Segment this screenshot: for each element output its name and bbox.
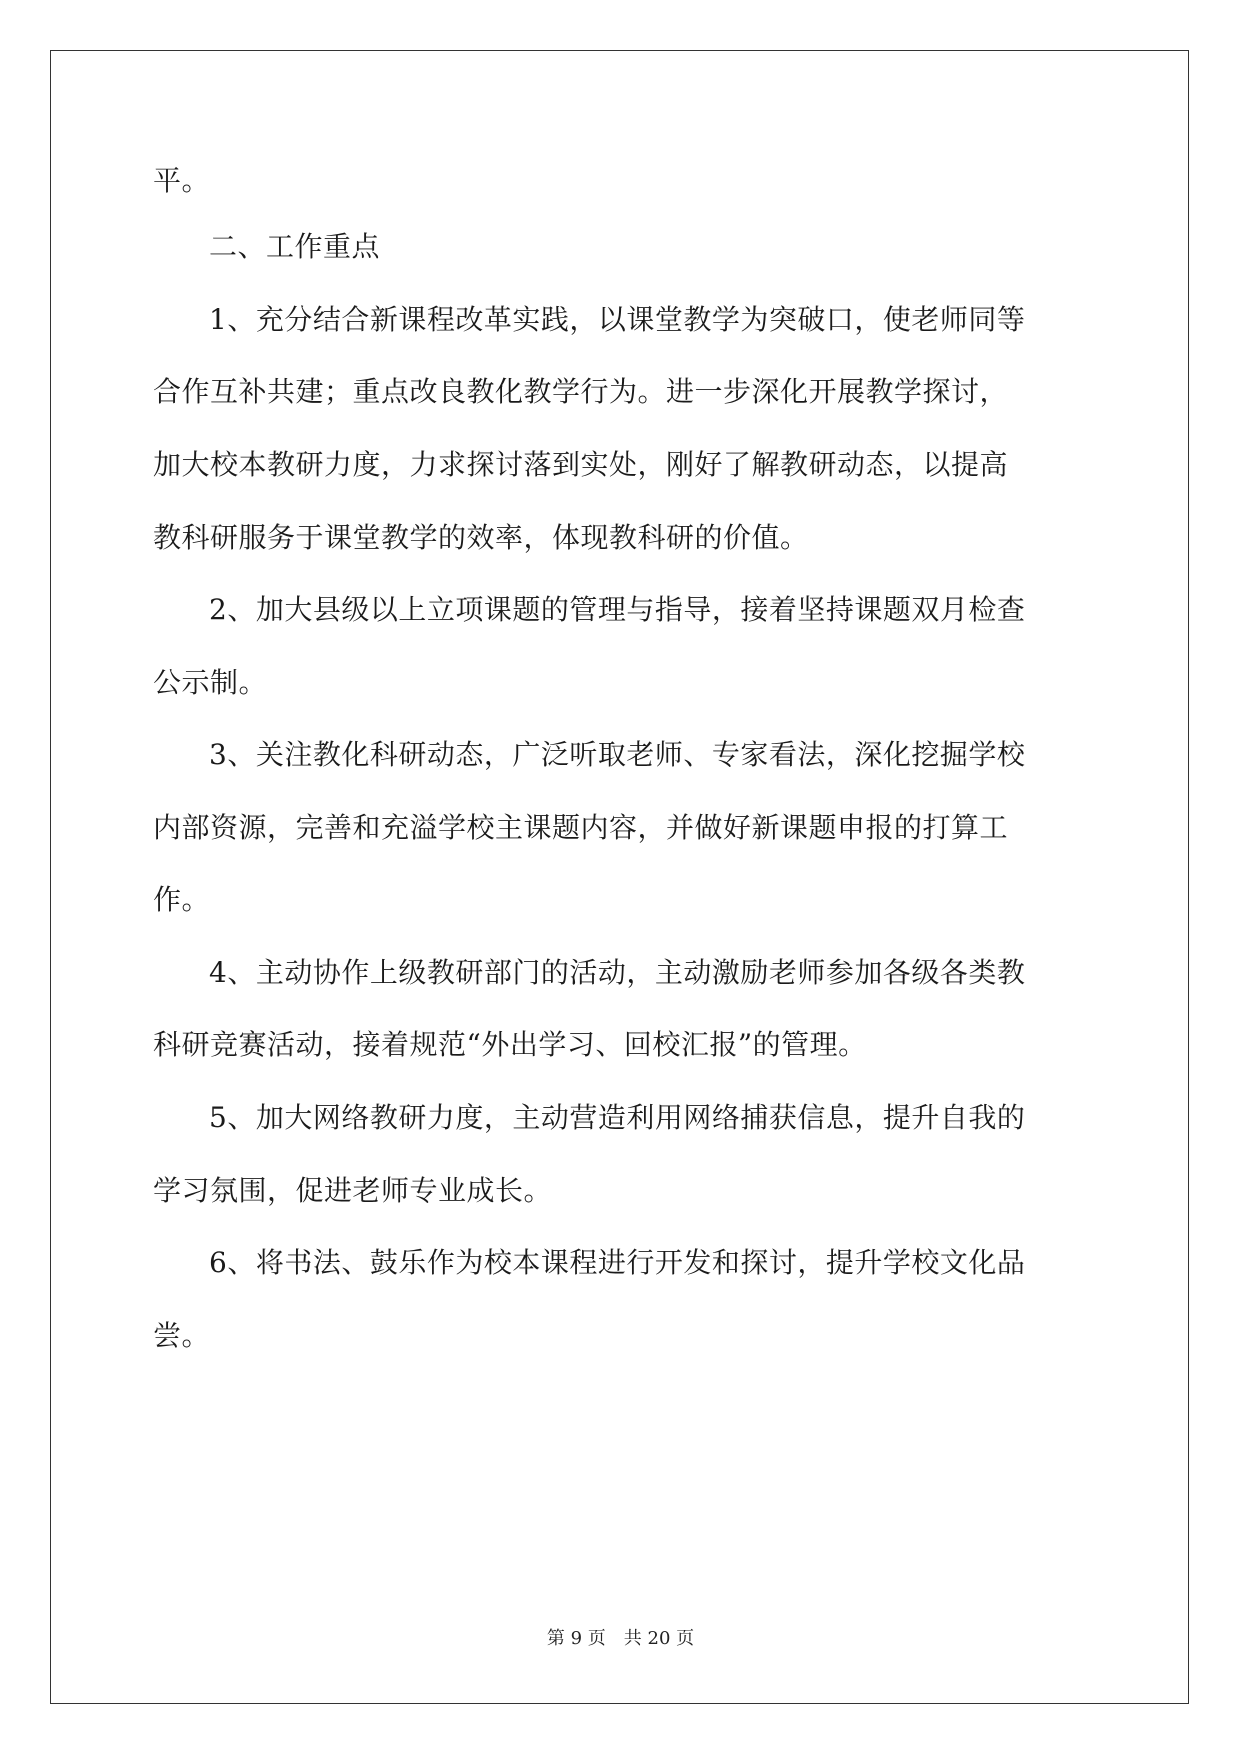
- section-heading: 二、工作重点: [209, 230, 381, 263]
- text-line: 6、将书法、鼓乐作为校本课程进行开发和探讨，提升学校文化品: [209, 1246, 1026, 1279]
- text-line: 科研竞赛活动，接着规范“外出学习、回校汇报”的管理。: [153, 1028, 867, 1061]
- text-line: 教科研服务于课堂教学的效率，体现教科研的价值。: [153, 521, 809, 554]
- text-line: 平。: [153, 164, 211, 197]
- text-line: 尝。: [153, 1319, 211, 1352]
- text-line: 1、充分结合新课程改革实践，以课堂教学为突破口，使老师同等: [209, 303, 1026, 336]
- text-line: 作。: [153, 883, 211, 916]
- text-line: 4、主动协作上级教研部门的活动，主动激励老师参加各级各类教: [209, 956, 1026, 989]
- text-line: 5、加大网络教研力度，主动营造利用网络捕获信息，提升自我的: [209, 1101, 1026, 1134]
- text-line: 3、关注教化科研动态，广泛听取老师、专家看法，深化挖掘学校: [209, 738, 1026, 771]
- text-line: 内部资源，完善和充溢学校主课题内容，并做好新课题申报的打算工: [153, 811, 1009, 844]
- text-line: 合作互补共建；重点改良教化教学行为。进一步深化开展教学探讨，: [153, 375, 1009, 408]
- text-line: 学习氛围，促进老师专业成长。: [153, 1174, 553, 1207]
- page-number: 第 9 页 共 20 页: [546, 1628, 695, 1649]
- page-border: [50, 50, 1189, 1704]
- text-line: 公示制。: [153, 666, 268, 699]
- text-line: 2、加大县级以上立项课题的管理与指导，接着坚持课题双月检查: [209, 593, 1026, 626]
- text-line: 加大校本教研力度，力求探讨落到实处，刚好了解教研动态，以提高: [153, 448, 1009, 481]
